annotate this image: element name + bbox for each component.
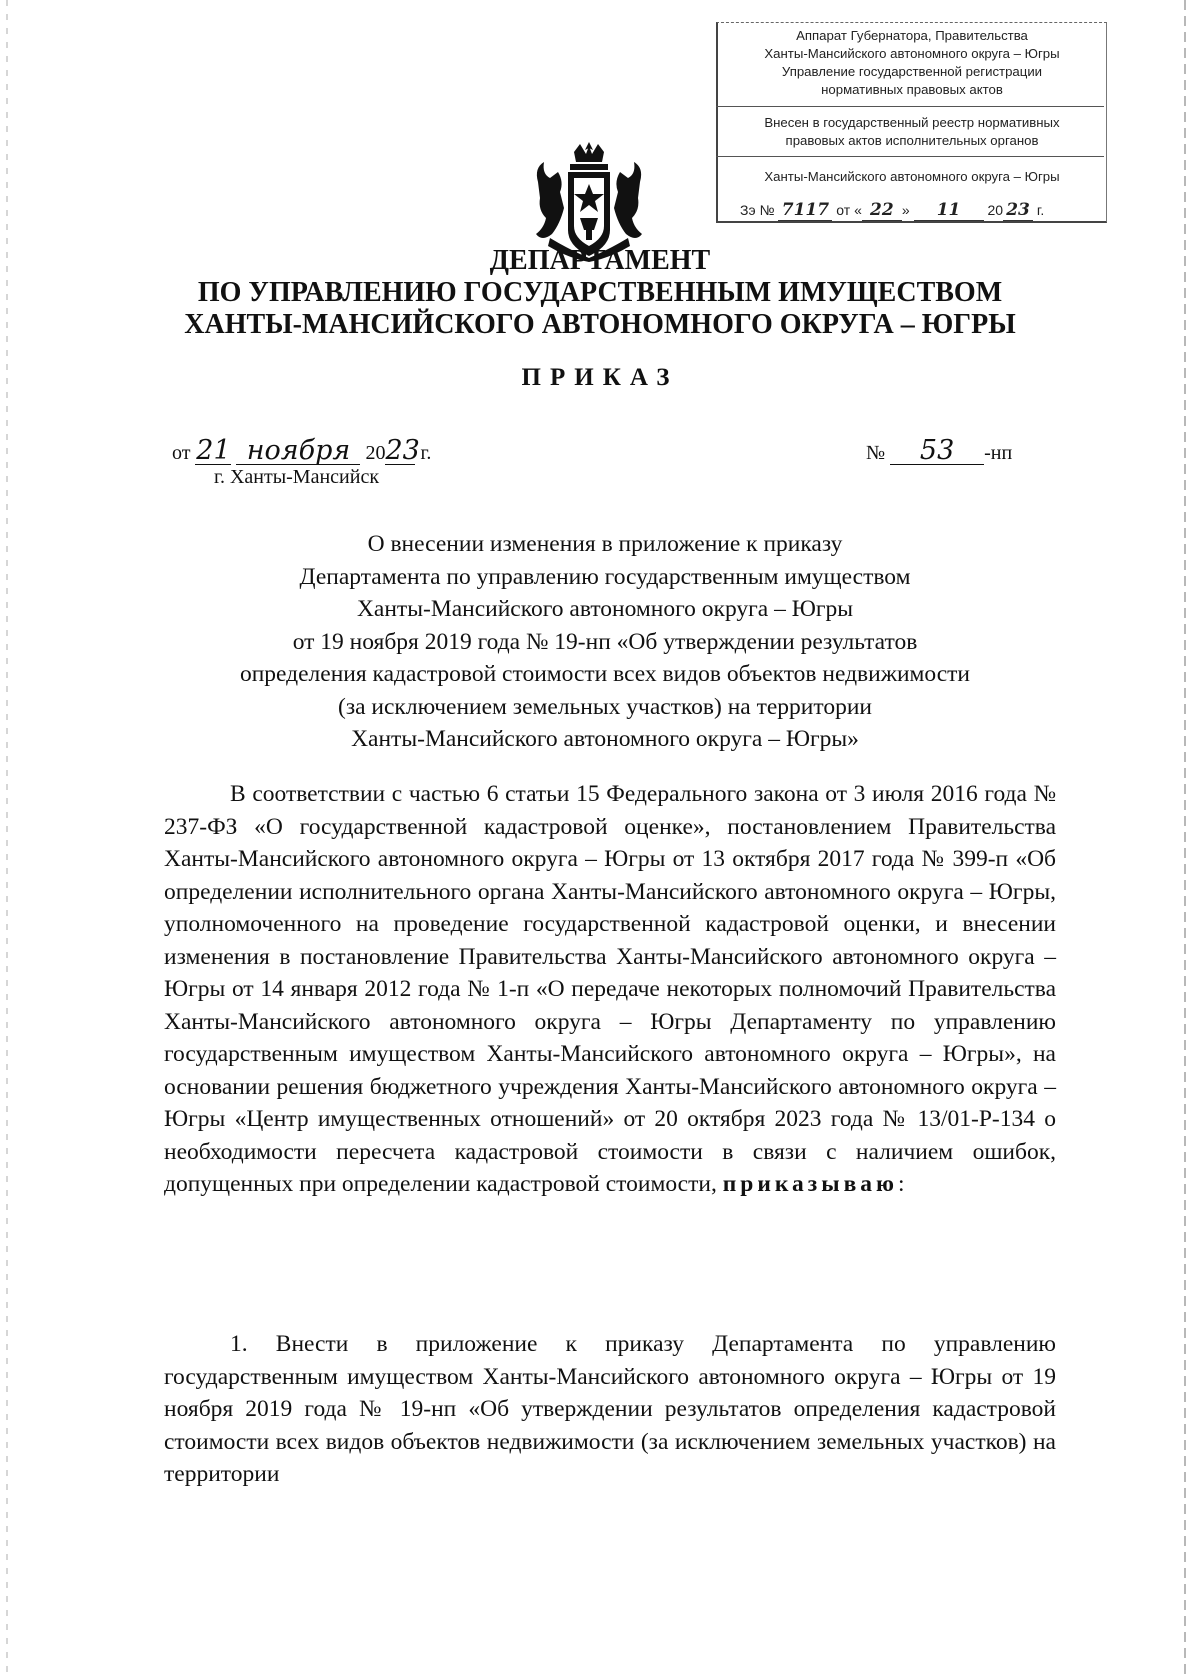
number-suffix: -нп — [984, 442, 1013, 464]
department-name-line-2: ПО УПРАВЛЕНИЮ ГОСУДАРСТВЕННЫМ ИМУЩЕСТВОМ — [197, 277, 1003, 308]
number-value: 53 — [890, 438, 984, 465]
stamp-registration-number — [740, 200, 1044, 221]
stamp-reg-prefix: Зэ № — [740, 202, 775, 218]
order-date — [172, 435, 432, 466]
stamp-reg-year-unit: г. — [1036, 202, 1045, 218]
subject-line: определения кадастровой стоимости всех видов объектов недвижимости — [239, 661, 971, 687]
preamble-paragraph — [164, 778, 1056, 1201]
subject-line: Ханты-Мансийского автономного округа – Югры» — [351, 726, 859, 752]
stamp-line: Управление государственной регистрации — [781, 64, 1043, 79]
stamp-line: Ханты-Мансийского автономного округа – Югры — [764, 169, 1060, 184]
stamp-reg-year: 23 — [1003, 200, 1033, 221]
order-word: приказываю — [722, 1171, 898, 1197]
stamp-reg-from: от « — [836, 202, 862, 218]
stamp-line: нормативных правовых актов — [821, 82, 1003, 97]
stamp-reg-day: 22 — [862, 200, 902, 221]
preamble-text: В соответствии с частью 6 статьи 15 Федерального закона от 3 июля 2016 года № 237-ФЗ «О государственной кадастровой оценке», постановлением Правительства Ханты-Мансийского автономного округа – Югры от 13 октября 2017 года № 399-п «Об определении исполнительного органа Ханты-Мансийского автономного округа – Югры, уполномоченного на проведение государственной кадастровой оценки, и внесении изменения в постановление Правительства Ханты-Мансийского автономного округа – Югры от 14 января 2012 года № 1-п «О передаче некоторых полномочий Правительства Ханты-Мансийского автономного округа – Югры Департаменту по управлению государственным имуществом Ханты-Мансийского автономного округа – Югры», на основании решения бюджетного учреждения Ханты-Мансийского автономного округа – Югры «Центр имущественных отношений» от 20 октября 2023 года № 13/01-Р-134 о необходимости пересчета кадастровой стоимости в связи с наличием ошибок, допущенных при определении кадастровой стоимости, — [164, 781, 1056, 1197]
stamp-reg-day-close: » — [901, 202, 910, 218]
subject-line: О внесении изменения в приложение к приказу — [367, 531, 843, 557]
stamp-reg-year-prefix: 20 — [987, 202, 1004, 218]
date-year: 23 — [385, 435, 420, 466]
stamp-line: правовых актов исполнительных органов — [785, 133, 1039, 148]
number-prefix: № — [866, 442, 886, 464]
item-1-paragraph: 1. Внести в приложение к приказу Департамента по управлению государственным имуществом Ханты-Мансийского автономного округа – Югры от 19 ноября 2019 года № 19-нп «Об утверждении результатов определения кадастровой стоимости всех видов объектов недвижимости (за исключением земельных участков) на территории — [164, 1331, 1056, 1487]
order-subject — [160, 528, 1050, 756]
stamp-divider — [716, 156, 1104, 157]
stamp-line: Ханты-Мансийского автономного округа – Югры — [764, 46, 1060, 61]
stamp-reg-month: 11 — [914, 200, 984, 221]
stamp-divider — [716, 106, 1104, 107]
date-day: 21 — [196, 435, 231, 466]
subject-line: Департамента по управлению государственным имуществом — [299, 563, 911, 590]
date-prefix: от — [172, 442, 191, 464]
stamp-line: Внесен в государственный реестр нормативных — [764, 115, 1060, 130]
registration-stamp — [716, 22, 1108, 222]
document-type-title: ПРИКАЗ — [521, 364, 679, 391]
subject-line: от 19 ноября 2019 года № 19-нп «Об утверждении результатов — [292, 628, 918, 655]
order-number — [866, 435, 1013, 466]
department-name-line-1: ДЕПАРТАМЕНТ — [489, 245, 711, 276]
department-name-line-3: ХАНТЫ-МАНСИЙСКОГО АВТОНОМНОГО ОКРУГА – ЮГРЫ — [184, 309, 1016, 340]
stamp-reg-number: 7117 — [778, 200, 832, 221]
stamp-line: Аппарат Губернатора, Правительства — [796, 28, 1028, 43]
date-year-prefix: 20 — [365, 442, 386, 464]
subject-line: Ханты-Мансийского автономного округа – Югры — [356, 596, 854, 622]
issue-city: г. Ханты-Мансийск — [214, 466, 380, 488]
subject-line: (за исключением земельных участков) на территории — [338, 693, 872, 720]
order-colon: : — [897, 1171, 905, 1197]
date-month: ноября — [236, 438, 360, 465]
date-year-unit: г. — [420, 442, 432, 464]
